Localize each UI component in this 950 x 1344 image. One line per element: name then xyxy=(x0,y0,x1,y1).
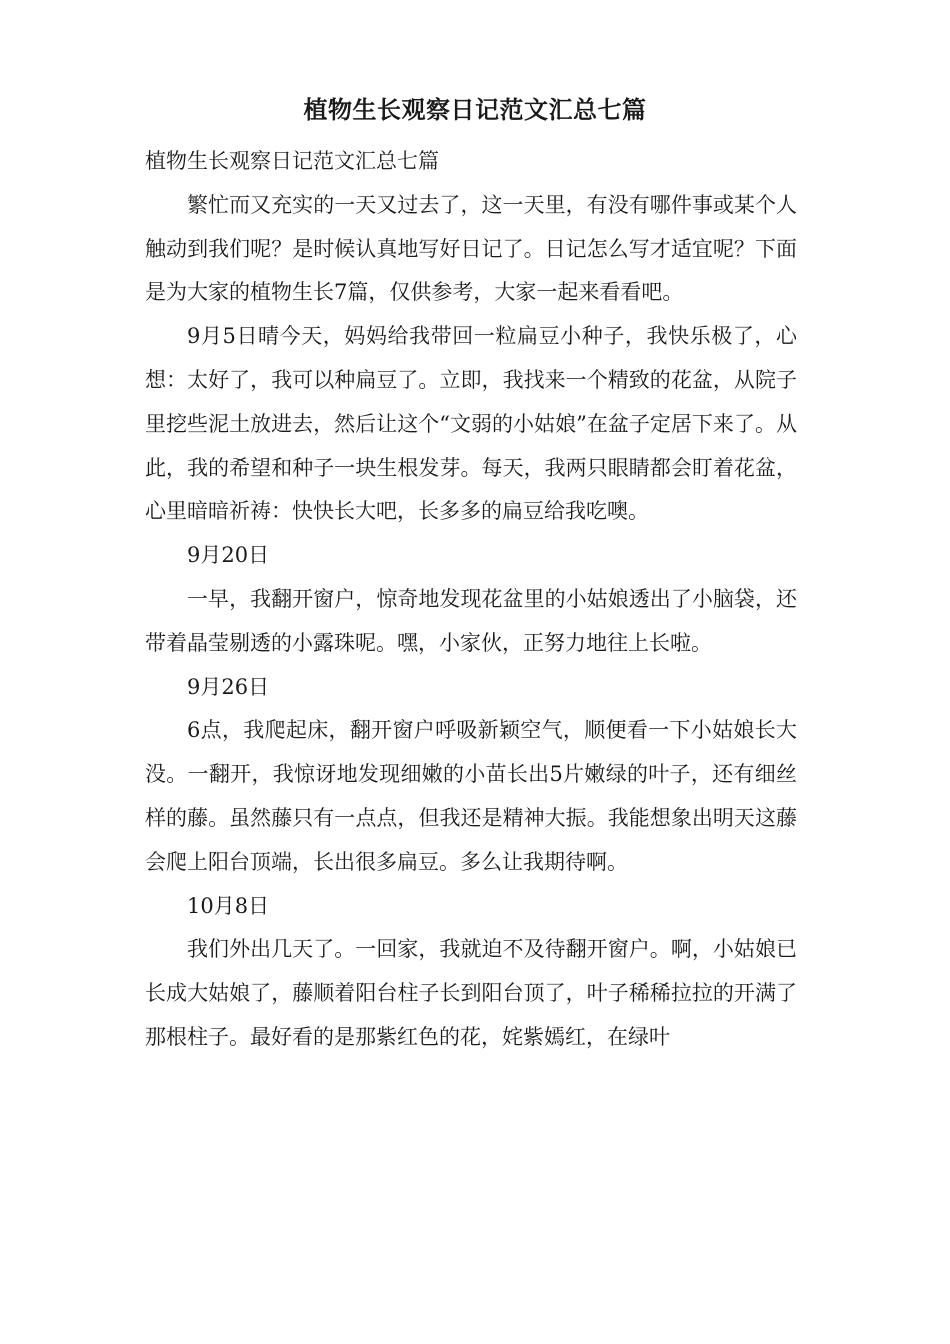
diary-date-sep26: 9月26日 xyxy=(187,674,270,699)
document-title: 植物生长观察日记范文汇总七篇 xyxy=(303,95,647,124)
diary-date-oct8: 10月8日 xyxy=(187,893,270,918)
diary-entry-sep20: 一早，我翻开窗户，惊奇地发现花盆里的小姑娘透出了小脑袋，还带着晶莹剔透的小露珠呢。嘿，小家伙，正努力地往上长啦。 xyxy=(145,586,797,655)
diary-entry-sep5: 9月5日晴今天，妈妈给我带回一粒扁豆小种子，我快乐极了，心想：太好了，我可以种扁豆了。立即，我找来一个精致的花盆，从院子里挖些泥土放进去，然后让这个“文弱的小姑娘”在盆子定居下来了。从此，我的希望和种子一块生根发芽。每天，我两只眼睛都会盯着花盆，心里暗暗祈祷：快快长大吧，长多多的扁豆给我吃噢。 xyxy=(145,324,797,524)
diary-entry-sep26: 6点，我爬起床，翻开窗户呼吸新颖空气，顺便看一下小姑娘长大没。一翻开，我惊讶地发现细嫩的小苗长出5片嫩绿的叶子，还有细丝样的藤。虽然藤只有一点点，但我还是精神大振。我能想象出明天这藤会爬上阳台顶端，长出很多扁豆。多么让我期待啊。 xyxy=(145,718,797,874)
document-subtitle: 植物生长观察日记范文汇总七篇 xyxy=(145,149,439,173)
diary-date-sep20: 9月20日 xyxy=(187,543,270,568)
document-body xyxy=(145,140,797,1060)
intro-paragraph: 繁忙而又充实的一天又过去了，这一天里，有没有哪件事或某个人触动到我们呢？是时候认真地写好日记了。日记怎么写才适宜呢？下面是为大家的植物生长7篇，仅供参考，大家一起来看看吧。 xyxy=(145,192,797,305)
diary-entry-oct8: 我们外出几天了。一回家，我就迫不及待翻开窗户。啊，小姑娘已长成大姑娘了，藤顺着阳台柱子长到阳台顶了，叶子稀稀拉拉的开满了那根柱子。最好看的是那紫红色的花，姹紫嫣红，在绿叶 xyxy=(145,937,797,1049)
